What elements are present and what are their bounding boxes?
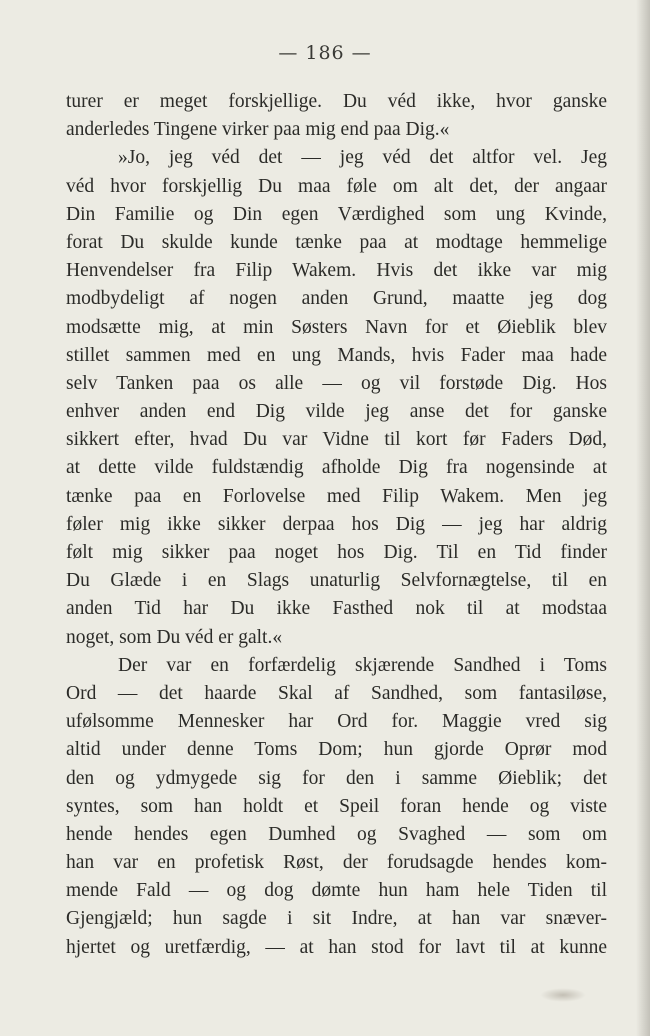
text-line: mende Fald — og dog dømte hun ham hele Tiden til (66, 880, 607, 902)
text-line: han var en profetisk Røst, der forudsagde hendes kom- (66, 852, 607, 874)
page-number: — 186 — (278, 42, 372, 64)
text-line: syntes, som han holdt et Speil foran hende og viste (66, 795, 607, 817)
text-line: Der var en forfærdelig skjærende Sandhed i Toms (118, 654, 607, 676)
text-line: Du Glæde i en Slags unaturlig Selvfornægtelse, til en (66, 570, 607, 592)
text-line: anden Tid har Du ikke Fasthed nok til at modstaa (66, 598, 607, 620)
text-line: turer er meget forskjellige. Du véd ikke, hvor ganske (66, 91, 607, 112)
text-line: anderledes Tingene virker paa mig end paa Dig.« (66, 119, 450, 141)
text-line: følt mig sikker paa noget hos Dig. Til en Tid finder (66, 542, 607, 563)
paper-smudge (540, 988, 586, 1002)
body-text (66, 88, 607, 962)
text-line: enhver anden end Dig vilde jeg anse det for ganske (66, 401, 607, 423)
text-line: stillet sammen med en ung Mands, hvis Fader maa hade (66, 344, 607, 366)
page-edge-shadow (636, 0, 650, 1036)
text-line: forat Du skulde kunde tænke paa at modtage hemmelige (66, 231, 607, 253)
text-line: modsætte mig, at min Søsters Navn for et Øieblik blev (66, 316, 607, 338)
text-line: véd hvor forskjellig Du maa føle om alt det, der angaar (66, 175, 607, 197)
text-line: sikkert efter, hvad Du var Vidne til kort før Faders Død, (66, 429, 607, 451)
text-line: den og ydmygede sig for den i samme Øieblik; det (66, 767, 607, 789)
text-line: »Jo, jeg véd det — jeg véd det altfor vel. Jeg (118, 147, 607, 169)
text-line: Gjengjæld; hun sagde i sit Indre, at han var snæver- (66, 908, 607, 930)
text-line: altid under denne Toms Dom; hun gjorde Oprør mod (66, 739, 607, 761)
text-line: Din Familie og Din egen Værdighed som ung Kvinde, (66, 203, 607, 225)
text-line: ufølsomme Mennesker har Ord for. Maggie vred sig (66, 711, 607, 733)
text-line: Ord — det haarde Skal af Sandhed, som fantasiløse, (66, 682, 607, 704)
text-line: hjertet og uretfærdig, — at han stod for lavt til at kunne (66, 936, 607, 958)
text-line: føler mig ikke sikker derpaa hos Dig — jeg har aldrig (66, 513, 607, 535)
text-line: modbydeligt af nogen anden Grund, maatte jeg dog (66, 288, 607, 310)
text-line: at dette vilde fuldstændig afholde Dig fra nogensinde at (66, 457, 607, 479)
text-line: tænke paa en Forlovelse med Filip Wakem. Men jeg (66, 485, 607, 507)
text-line: selv Tanken paa os alle — og vil forstøde Dig. Hos (66, 372, 607, 394)
text-line: noget, som Du véd er galt.« (66, 626, 283, 648)
text-line: hende hendes egen Dumhed og Svaghed — som om (66, 823, 607, 845)
text-line: Henvendelser fra Filip Wakem. Hvis det ikke var mig (66, 260, 607, 282)
